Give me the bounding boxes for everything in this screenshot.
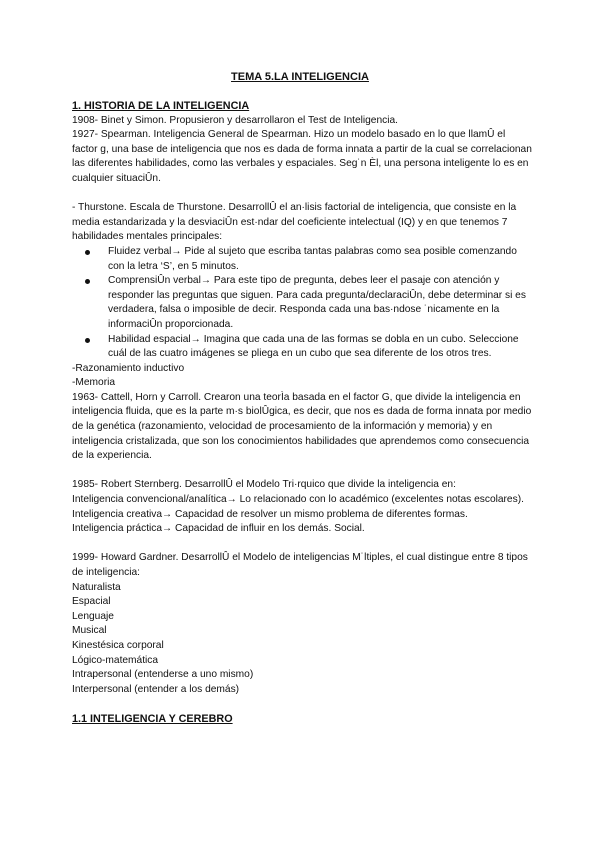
paragraph-1963: 1963- Cattell, Horn y Carroll. Crearon una teorÌa basada en el factor G, que divide la inteligencia en inteligencia fluida, que es la parte m·s biolÛgica, es decir, que nos es dada de forma innata por medio de la genética (razonamiento, velocidad de procesamiento de la información y memoria) y en inteligencia cristalizada, que son los conocimientos habilidades que aprendemos como consecuencia de la experiencia.: [72, 391, 532, 462]
paragraph-1999: 1999- Howard Gardner. DesarrollÛ el Modelo de inteligencias M˙ltiples, el cual distingue entre 8 tipos: [72, 552, 528, 564]
abilities-list: [72, 245, 532, 362]
section-heading-cerebro: 1.1 INTELIGENCIA Y CEREBRO: [72, 712, 233, 725]
tipo-item: Musical: [72, 625, 107, 637]
line-razonamiento: -Razonamiento inductivo: [72, 362, 185, 374]
bullet-icon: [85, 250, 90, 255]
paragraph-1927: 1927- Spearman. Inteligencia General de Spearman. Hizo un modelo basado en lo que llamÛ el factor g, una base de inteligencia que nos es dada de forma innata a partir de la cual se correlacionan las diferentes habilidades, como las verbales y espaciales. Seg˙n Èl, una persona inteligente lo es en cualquier situaciÛn.: [72, 129, 532, 184]
tipo-item: Interpersonal (entender a los demás): [72, 683, 240, 695]
line-convencional: Inteligencia convencional/analítica→ Lo relacionado con lo académico (excelentes notas escolares).: [72, 494, 524, 506]
tipo-item: Lenguaje: [72, 610, 114, 622]
list-item-text: ComprensiÛn verbal→ Para este tipo de pregunta, debes leer el pasaje con atención y responder las preguntas que siguen. Para cada pregunta/declaraciÛn, debe determinar si es verdadera, falsa o imposible de decir. Responda cada una bas·ndose ˙nicamente en la informaciÛn proporcionada.: [108, 275, 526, 330]
tipo-item: Lógico-matemática: [72, 654, 159, 666]
line-practica: Inteligencia práctica→ Capacidad de influir en los demás. Social.: [72, 523, 365, 535]
section-heading-historia: 1. HISTORIA DE LA INTELIGENCIA: [72, 100, 250, 112]
bullet-icon: [85, 279, 90, 284]
tipo-item: Intrapersonal (entenderse a uno mismo): [72, 669, 254, 681]
spacer: [72, 187, 532, 202]
tipo-item: Kinestésica corporal: [72, 639, 164, 651]
list-item: [108, 333, 532, 362]
line-creativa: Inteligencia creativa→ Capacidad de resolver un mismo problema de diferentes formas.: [72, 508, 468, 520]
list-item-text: Habilidad espacial→ Imagina que cada una de las formas se dobla en un cubo. Seleccione cuál de las cuatro imágenes se pliega en un cubo que sea diferente de los otros tres.: [108, 333, 519, 360]
page-title: TEMA 5.LA INTELIGENCIA: [231, 71, 369, 83]
spacer: [72, 464, 532, 479]
tipo-item: Espacial: [72, 596, 111, 608]
paragraph-1985: 1985- Robert Sternberg. DesarrollÛ el Modelo Tri·rquico que divide la inteligencia en:: [72, 479, 456, 491]
tipo-item: Naturalista: [72, 581, 121, 593]
document-body: [72, 99, 532, 727]
list-item: [108, 245, 532, 274]
spacer: [72, 537, 532, 552]
paragraph-1908: 1908- Binet y Simon. Propusieron y desarrollaron el Test de Inteligencia.: [72, 114, 398, 126]
bullet-icon: [85, 338, 90, 343]
spacer: [72, 697, 532, 712]
paragraph-1999-cont: de inteligencia:: [72, 567, 140, 578]
list-item-text: Fluidez verbal→ Pide al sujeto que escriba tantas palabras como sea posible comenzando con la letra ‘S’, en 5 minutos.: [108, 245, 517, 272]
list-item: [108, 274, 532, 332]
line-memoria: -Memoria: [72, 377, 116, 389]
paragraph-thurstone: - Thurstone. Escala de Thurstone. DesarrollÛ el an·lisis factorial de inteligencia, que consiste en la media estandarizada y la desviaciÛn est·ndar del coeficiente intelectual (IQ) y en que tenemos 7 habilidades mentales principales:: [72, 202, 517, 243]
